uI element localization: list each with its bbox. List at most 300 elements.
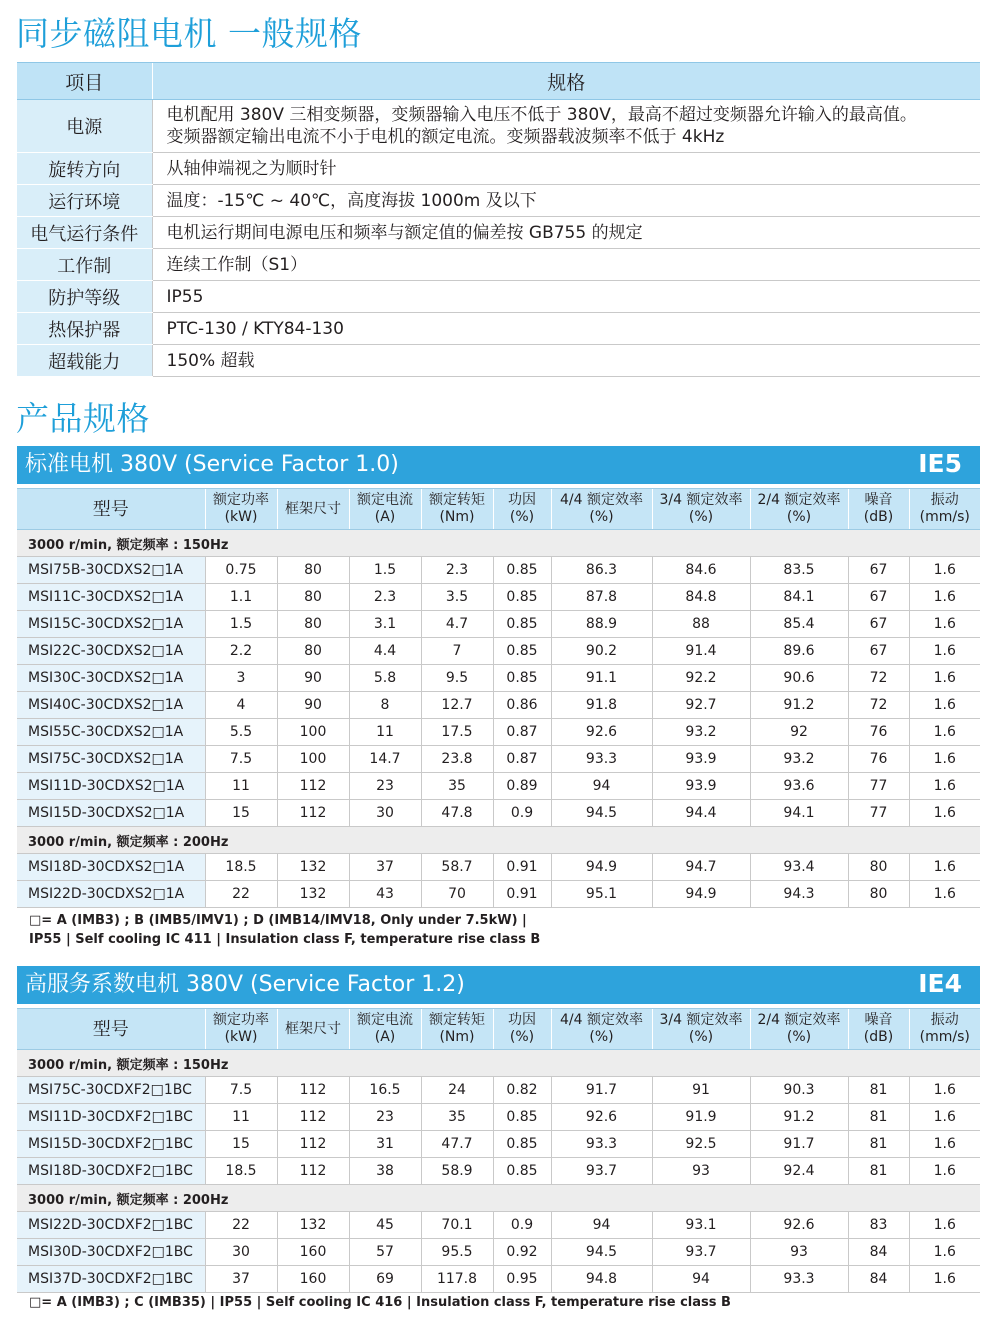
value-cell: 84 (848, 1239, 909, 1266)
value-cell: 1.6 (909, 719, 980, 746)
value-cell: 37 (205, 1266, 277, 1293)
value-cell: 77 (848, 800, 909, 827)
value-cell: 1.6 (909, 1239, 980, 1266)
column-header (551, 489, 652, 530)
column-header-unit: (%) (786, 509, 812, 525)
standard-motor-table (17, 488, 980, 908)
efficiency-class-badge: IE4 (918, 969, 962, 998)
column-header-name: 振动 (930, 492, 959, 508)
value-cell: 80 (277, 557, 349, 584)
value-cell: 93.7 (551, 1158, 652, 1185)
spec-row (17, 313, 980, 345)
general-spec-title: 同步磁阻电机 一般规格 (16, 14, 362, 53)
value-cell: 67 (848, 557, 909, 584)
value-cell: 11 (205, 1104, 277, 1131)
column-header-name: 框架尺寸 (285, 1020, 341, 1037)
value-cell: 92.6 (551, 1104, 652, 1131)
value-cell: 7 (421, 638, 493, 665)
column-header (750, 489, 848, 530)
column-header-name: 额定功率 (213, 1012, 269, 1028)
spec-label: 电源 (17, 100, 152, 153)
column-header-unit: (mm/s) (919, 1029, 970, 1045)
value-cell: 81 (848, 1104, 909, 1131)
model-cell: MSI15D-30CDXS2□1A (17, 800, 205, 827)
value-cell: 92.2 (652, 665, 750, 692)
column-header (349, 489, 421, 530)
value-cell: 93.1 (652, 1212, 750, 1239)
model-cell: MSI30C-30CDXS2□1A (17, 665, 205, 692)
column-header-unit: (%) (786, 1029, 812, 1045)
value-cell: 94.5 (551, 1239, 652, 1266)
table-row (17, 881, 980, 908)
table-row (17, 1131, 980, 1158)
model-cell: MSI55C-30CDXS2□1A (17, 719, 205, 746)
column-header-unit: (%) (589, 1029, 614, 1045)
value-cell: 93.3 (750, 1266, 848, 1293)
spec-value (152, 153, 980, 185)
spec-row (17, 217, 980, 249)
value-cell: 89.6 (750, 638, 848, 665)
banner-title: 高服务系数电机 380V (Service Factor 1.2) (25, 972, 465, 997)
value-cell: 117.8 (421, 1266, 493, 1293)
value-cell: 70.1 (421, 1212, 493, 1239)
column-header (17, 1009, 205, 1050)
spec-label: 旋转方向 (17, 153, 152, 185)
value-cell: 90.3 (750, 1077, 848, 1104)
table-row (17, 746, 980, 773)
spec-value-line: PTC-130 / KTY84-130 (166, 318, 344, 339)
column-header-name: 额定功率 (213, 492, 269, 508)
column-header-row (17, 489, 980, 530)
value-cell: 94.8 (551, 1266, 652, 1293)
value-cell: 83 (848, 1212, 909, 1239)
value-cell: 92.6 (750, 1212, 848, 1239)
table-row (17, 1104, 980, 1131)
standard-note-mounting: □= A (IMB3) ; B (IMB5/IMV1) ; D (IMB14/IMV18, Only under 7.5kW) | (29, 913, 527, 928)
table-row (17, 1077, 980, 1104)
column-header-name: 型号 (92, 498, 129, 520)
value-cell: 18.5 (205, 854, 277, 881)
model-cell: MSI75B-30CDXS2□1A (17, 557, 205, 584)
column-header (652, 489, 750, 530)
value-cell: 94 (551, 773, 652, 800)
value-cell: 67 (848, 638, 909, 665)
value-cell: 1.1 (205, 584, 277, 611)
column-header-unit: (dB) (863, 509, 894, 525)
value-cell: 87.8 (551, 584, 652, 611)
value-cell: 93.3 (551, 746, 652, 773)
value-cell: 93.4 (750, 854, 848, 881)
spec-label: 工作制 (17, 249, 152, 281)
value-cell: 23.8 (421, 746, 493, 773)
column-header-name: 功因 (508, 1012, 536, 1028)
value-cell: 94.1 (750, 800, 848, 827)
value-cell: 17.5 (421, 719, 493, 746)
value-cell: 0.95 (493, 1266, 551, 1293)
model-cell: MSI11D-30CDXS2□1A (17, 773, 205, 800)
value-cell: 86.3 (551, 557, 652, 584)
value-cell: 92.4 (750, 1158, 848, 1185)
value-cell: 35 (421, 773, 493, 800)
column-header (909, 489, 980, 530)
value-cell: 0.89 (493, 773, 551, 800)
value-cell: 85.4 (750, 611, 848, 638)
value-cell: 67 (848, 584, 909, 611)
value-cell: 0.92 (493, 1239, 551, 1266)
value-cell: 80 (277, 638, 349, 665)
value-cell: 132 (277, 881, 349, 908)
value-cell: 1.6 (909, 611, 980, 638)
table-row (17, 584, 980, 611)
value-cell: 80 (848, 881, 909, 908)
spec-label: 电气运行条件 (17, 217, 152, 249)
value-cell: 90 (277, 692, 349, 719)
column-header-unit: (Nm) (439, 1029, 475, 1045)
value-cell: 12.7 (421, 692, 493, 719)
model-cell: MSI40C-30CDXS2□1A (17, 692, 205, 719)
section-label: 3000 r/min, 额定频率 : 150Hz (17, 530, 980, 557)
spec-value-line: 温度：-15℃ ~ 40℃，高度海拔 1000m 及以下 (166, 190, 537, 211)
spec-row (17, 345, 980, 377)
value-cell: 7.5 (205, 1077, 277, 1104)
value-cell: 1.6 (909, 557, 980, 584)
value-cell: 11 (349, 719, 421, 746)
value-cell: 1.6 (909, 1266, 980, 1293)
column-header-unit: (mm/s) (919, 509, 970, 525)
value-cell: 0.91 (493, 881, 551, 908)
value-cell: 94.9 (551, 854, 652, 881)
spec-value-line: IP55 (166, 286, 204, 307)
value-cell: 0.85 (493, 665, 551, 692)
value-cell: 58.7 (421, 854, 493, 881)
standard-motor-banner (17, 446, 980, 484)
column-header (277, 1009, 349, 1050)
value-cell: 80 (277, 584, 349, 611)
value-cell: 88 (652, 611, 750, 638)
value-cell: 0.85 (493, 1104, 551, 1131)
value-cell: 92.5 (652, 1131, 750, 1158)
value-cell: 94.5 (551, 800, 652, 827)
value-cell: 23 (349, 1104, 421, 1131)
table-row (17, 1212, 980, 1239)
value-cell: 47.7 (421, 1131, 493, 1158)
value-cell: 23 (349, 773, 421, 800)
model-cell: MSI18D-30CDXS2□1A (17, 854, 205, 881)
model-cell: MSI22D-30CDXS2□1A (17, 881, 205, 908)
value-cell: 1.6 (909, 881, 980, 908)
value-cell: 1.6 (909, 1212, 980, 1239)
value-cell: 160 (277, 1239, 349, 1266)
column-header (493, 1009, 551, 1050)
spec-value-line: 电机配用 380V 三相变频器，变频器输入电压不低于 380V，最高不超过变频器允许输入的最高值。 (166, 105, 917, 125)
value-cell: 0.87 (493, 719, 551, 746)
value-cell: 91.4 (652, 638, 750, 665)
model-cell: MSI75C-30CDXF2□1BC (17, 1077, 205, 1104)
spec-value (152, 345, 980, 377)
value-cell: 57 (349, 1239, 421, 1266)
value-cell: 112 (277, 800, 349, 827)
value-cell: 93.7 (652, 1239, 750, 1266)
banner-title: 标准电机 380V (Service Factor 1.0) (25, 452, 399, 477)
value-cell: 81 (848, 1158, 909, 1185)
value-cell: 70 (421, 881, 493, 908)
spec-value (152, 100, 980, 153)
value-cell: 94.7 (652, 854, 750, 881)
value-cell: 30 (349, 800, 421, 827)
value-cell: 0.75 (205, 557, 277, 584)
value-cell: 95.5 (421, 1239, 493, 1266)
column-header (848, 1009, 909, 1050)
value-cell: 94.9 (652, 881, 750, 908)
value-cell: 4.7 (421, 611, 493, 638)
standard-note-protection: IP55 | Self cooling IC 411 | Insulation class F, temperature rise class B (29, 932, 541, 947)
section-row (17, 827, 980, 854)
value-cell: 69 (349, 1266, 421, 1293)
table-row (17, 665, 980, 692)
column-header (421, 1009, 493, 1050)
column-header-unit: (kW) (224, 1029, 258, 1045)
value-cell: 1.6 (909, 638, 980, 665)
column-header (750, 1009, 848, 1050)
value-cell: 80 (848, 854, 909, 881)
model-cell: MSI75C-30CDXS2□1A (17, 746, 205, 773)
value-cell: 0.86 (493, 692, 551, 719)
value-cell: 1.6 (909, 665, 980, 692)
value-cell: 11 (205, 773, 277, 800)
value-cell: 112 (277, 1104, 349, 1131)
value-cell: 5.5 (205, 719, 277, 746)
value-cell: 9.5 (421, 665, 493, 692)
value-cell: 58.9 (421, 1158, 493, 1185)
section-row (17, 1185, 980, 1212)
column-header (205, 1009, 277, 1050)
value-cell: 92 (750, 719, 848, 746)
value-cell: 81 (848, 1131, 909, 1158)
value-cell: 91.2 (750, 1104, 848, 1131)
value-cell: 90.6 (750, 665, 848, 692)
product-spec-title: 产品规格 (16, 399, 150, 438)
value-cell: 16.5 (349, 1077, 421, 1104)
value-cell: 91.7 (551, 1077, 652, 1104)
value-cell: 132 (277, 1212, 349, 1239)
value-cell: 93.3 (551, 1131, 652, 1158)
section-label: 3000 r/min, 额定频率 : 200Hz (17, 1185, 980, 1212)
high-sf-note: □= A (IMB3) ; C (IMB35) | IP55 | Self cooling IC 416 | Insulation class F, temperature rise class B (29, 1295, 731, 1310)
value-cell: 112 (277, 1131, 349, 1158)
spec-label: 运行环境 (17, 185, 152, 217)
value-cell: 90 (277, 665, 349, 692)
value-cell: 94 (652, 1266, 750, 1293)
spec-label: 热保护器 (17, 313, 152, 345)
value-cell: 81 (848, 1077, 909, 1104)
model-cell: MSI22D-30CDXF2□1BC (17, 1212, 205, 1239)
column-header-name: 3/4 额定效率 (659, 492, 743, 508)
column-header-name: 功因 (508, 492, 536, 508)
spec-value (152, 185, 980, 217)
value-cell: 84.1 (750, 584, 848, 611)
table-row (17, 1158, 980, 1185)
value-cell: 94 (551, 1212, 652, 1239)
value-cell: 93.9 (652, 746, 750, 773)
value-cell: 0.9 (493, 1212, 551, 1239)
column-header (17, 489, 205, 530)
value-cell: 76 (848, 746, 909, 773)
column-header (493, 489, 551, 530)
value-cell: 160 (277, 1266, 349, 1293)
column-header-name: 4/4 额定效率 (560, 492, 643, 508)
value-cell: 72 (848, 692, 909, 719)
value-cell: 5.8 (349, 665, 421, 692)
value-cell: 91.9 (652, 1104, 750, 1131)
column-header-name: 额定转矩 (429, 1012, 485, 1028)
value-cell: 38 (349, 1158, 421, 1185)
column-header-unit: (kW) (224, 509, 258, 525)
value-cell: 43 (349, 881, 421, 908)
value-cell: 4.4 (349, 638, 421, 665)
value-cell: 0.85 (493, 1131, 551, 1158)
spec-value (152, 281, 980, 313)
value-cell: 18.5 (205, 1158, 277, 1185)
column-header (349, 1009, 421, 1050)
model-cell: MSI18D-30CDXF2□1BC (17, 1158, 205, 1185)
value-cell: 0.87 (493, 746, 551, 773)
value-cell: 2.3 (349, 584, 421, 611)
table-row (17, 638, 980, 665)
column-header-unit: (Nm) (439, 509, 475, 525)
model-cell: MSI22C-30CDXS2□1A (17, 638, 205, 665)
value-cell: 92.7 (652, 692, 750, 719)
column-header-unit: (%) (509, 509, 535, 525)
value-cell: 1.6 (909, 692, 980, 719)
general-spec-header (17, 63, 980, 100)
column-header-name: 2/4 额定效率 (757, 492, 841, 508)
value-cell: 0.91 (493, 854, 551, 881)
value-cell: 93.6 (750, 773, 848, 800)
table-row (17, 719, 980, 746)
value-cell: 94.3 (750, 881, 848, 908)
spec-row (17, 185, 980, 217)
value-cell: 95.1 (551, 881, 652, 908)
section-row (17, 530, 980, 557)
value-cell: 92.6 (551, 719, 652, 746)
column-header-unit: (%) (688, 509, 714, 525)
model-cell: MSI15C-30CDXS2□1A (17, 611, 205, 638)
value-cell: 15 (205, 1131, 277, 1158)
value-cell: 45 (349, 1212, 421, 1239)
column-header-unit: (%) (509, 1029, 535, 1045)
spec-row (17, 100, 980, 153)
value-cell: 3.1 (349, 611, 421, 638)
value-cell: 2.2 (205, 638, 277, 665)
value-cell: 91.7 (750, 1131, 848, 1158)
value-cell: 3.5 (421, 584, 493, 611)
value-cell: 77 (848, 773, 909, 800)
column-header (277, 489, 349, 530)
value-cell: 93 (750, 1239, 848, 1266)
value-cell: 1.6 (909, 800, 980, 827)
efficiency-class-badge: IE5 (918, 449, 962, 478)
value-cell: 94.4 (652, 800, 750, 827)
value-cell: 0.85 (493, 557, 551, 584)
table-row (17, 1239, 980, 1266)
general-spec-table (17, 62, 980, 377)
table-row (17, 611, 980, 638)
value-cell: 1.5 (205, 611, 277, 638)
column-header-name: 框架尺寸 (285, 500, 341, 517)
section-label: 3000 r/min, 额定频率 : 200Hz (17, 827, 980, 854)
section-row (17, 1050, 980, 1077)
value-cell: 93 (652, 1158, 750, 1185)
model-cell: MSI15D-30CDXF2□1BC (17, 1131, 205, 1158)
value-cell: 93.2 (652, 719, 750, 746)
section-label: 3000 r/min, 额定频率 : 150Hz (17, 1050, 980, 1077)
value-cell: 84 (848, 1266, 909, 1293)
value-cell: 1.6 (909, 1131, 980, 1158)
header-item: 项目 (17, 63, 152, 100)
model-cell: MSI11D-30CDXF2□1BC (17, 1104, 205, 1131)
value-cell: 91.2 (750, 692, 848, 719)
value-cell: 0.9 (493, 800, 551, 827)
value-cell: 1.6 (909, 584, 980, 611)
value-cell: 91.1 (551, 665, 652, 692)
column-header-unit: (%) (688, 1029, 714, 1045)
value-cell: 84.8 (652, 584, 750, 611)
model-cell: MSI37D-30CDXF2□1BC (17, 1266, 205, 1293)
high-service-factor-table (17, 1008, 980, 1293)
column-header-name: 额定转矩 (429, 492, 485, 508)
table-row (17, 1266, 980, 1293)
model-cell: MSI30D-30CDXF2□1BC (17, 1239, 205, 1266)
value-cell: 83.5 (750, 557, 848, 584)
value-cell: 3 (205, 665, 277, 692)
value-cell: 30 (205, 1239, 277, 1266)
column-header-name: 振动 (930, 1012, 959, 1028)
value-cell: 22 (205, 1212, 277, 1239)
value-cell: 67 (848, 611, 909, 638)
value-cell: 100 (277, 746, 349, 773)
spec-value (152, 217, 980, 249)
value-cell: 0.85 (493, 584, 551, 611)
value-cell: 84.6 (652, 557, 750, 584)
spec-value (152, 313, 980, 345)
column-header (205, 489, 277, 530)
table-row (17, 800, 980, 827)
table-row (17, 773, 980, 800)
value-cell: 1.6 (909, 773, 980, 800)
value-cell: 90.2 (551, 638, 652, 665)
value-cell: 76 (848, 719, 909, 746)
column-header (652, 1009, 750, 1050)
value-cell: 1.6 (909, 1104, 980, 1131)
value-cell: 0.85 (493, 1158, 551, 1185)
value-cell: 80 (277, 611, 349, 638)
column-header-unit: (A) (374, 509, 396, 525)
value-cell: 47.8 (421, 800, 493, 827)
table-row (17, 854, 980, 881)
column-header-unit: (dB) (863, 1029, 894, 1045)
column-header-unit: (%) (589, 509, 614, 525)
spec-value-line: 变频器额定输出电流不小于电机的额定电流。变频器载波频率不低于 4kHz (166, 127, 725, 147)
value-cell: 112 (277, 1158, 349, 1185)
value-cell: 93.2 (750, 746, 848, 773)
value-cell: 0.85 (493, 638, 551, 665)
value-cell: 1.5 (349, 557, 421, 584)
value-cell: 132 (277, 854, 349, 881)
column-header-name: 噪音 (864, 1012, 893, 1028)
value-cell: 88.9 (551, 611, 652, 638)
value-cell: 0.82 (493, 1077, 551, 1104)
spec-value (152, 249, 980, 281)
